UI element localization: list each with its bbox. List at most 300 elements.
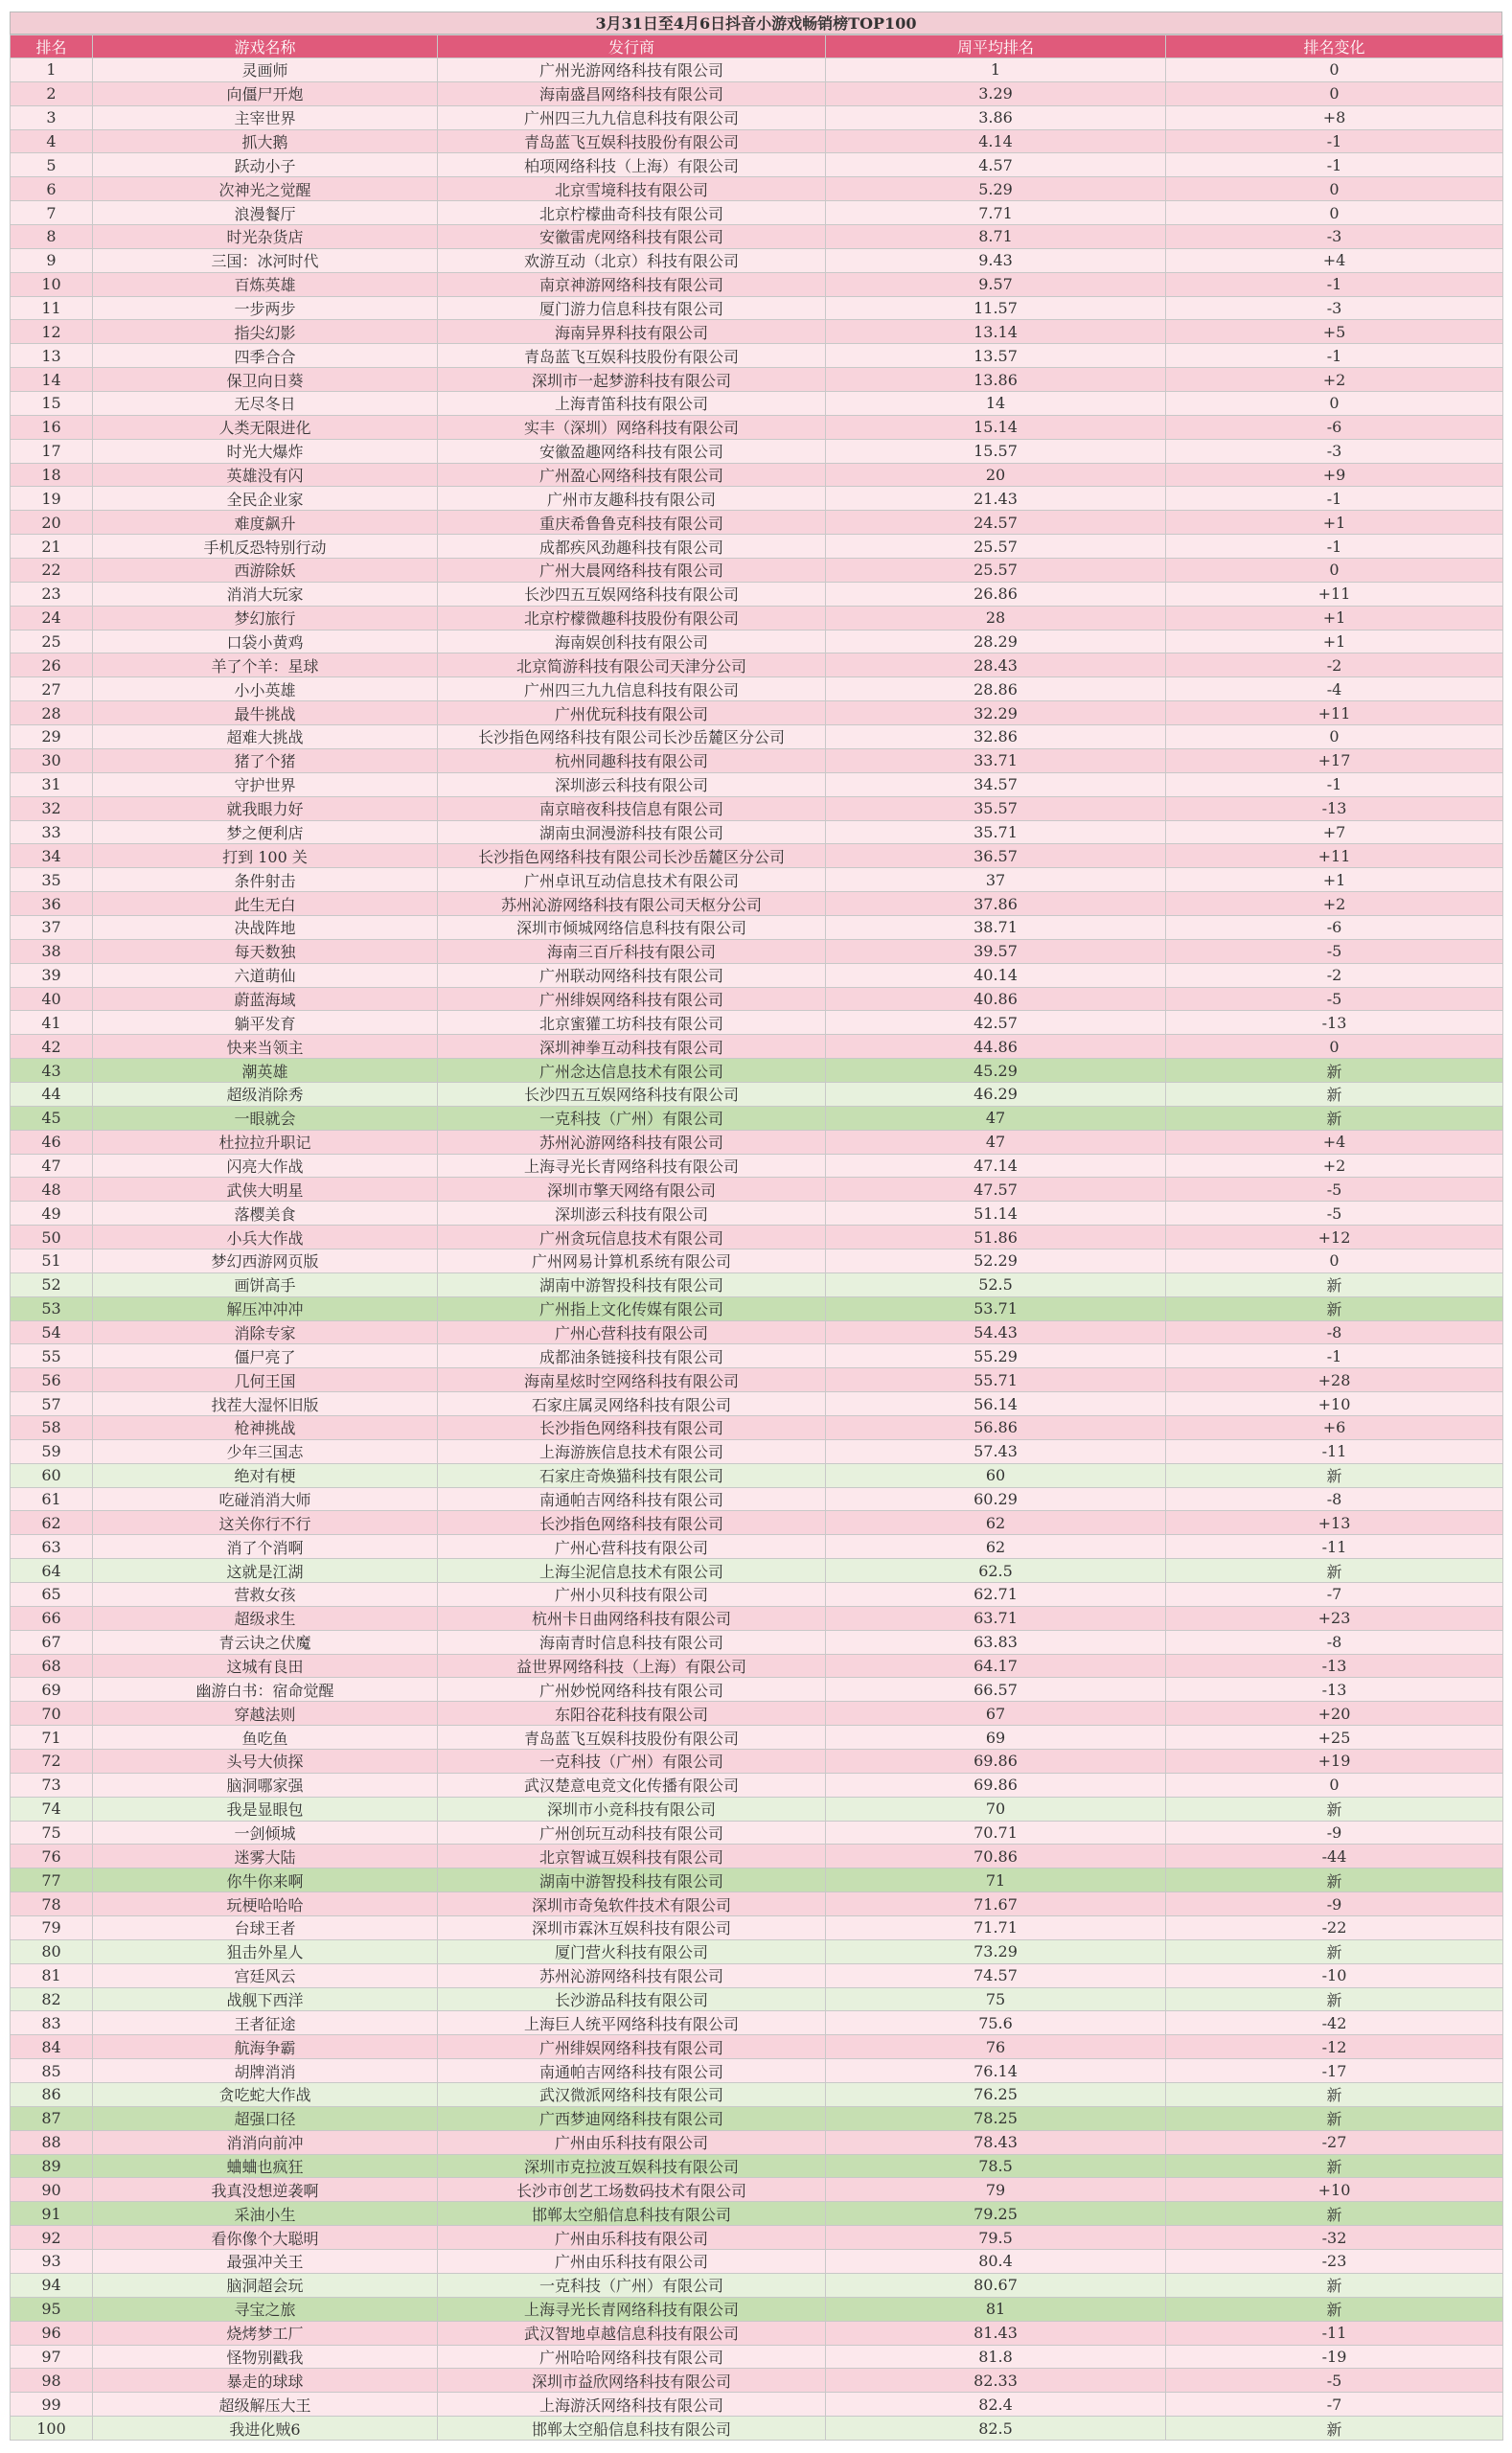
cell-avg-rank: 47 xyxy=(826,1130,1166,1154)
cell-rank-change: -3 xyxy=(1166,225,1503,249)
cell-game-name: 看你像个大聪明 xyxy=(93,2226,438,2250)
cell-avg-rank: 79.5 xyxy=(826,2226,1166,2250)
table-row xyxy=(11,2321,1503,2345)
cell-rank: 44 xyxy=(11,1082,93,1106)
cell-rank: 65 xyxy=(11,1583,93,1607)
cell-game-name: 次神光之觉醒 xyxy=(93,177,438,201)
cell-game-name: 快来当领主 xyxy=(93,1035,438,1059)
cell-avg-rank: 79 xyxy=(826,2178,1166,2202)
cell-rank-change: 新 xyxy=(1166,2083,1503,2107)
cell-rank-change: -7 xyxy=(1166,1583,1503,1607)
cell-avg-rank: 9.43 xyxy=(826,248,1166,272)
table-row xyxy=(11,725,1503,749)
cell-avg-rank: 80.4 xyxy=(826,2250,1166,2274)
cell-game-name: 蛐蛐也疯狂 xyxy=(93,2154,438,2178)
cell-game-name: 一眼就会 xyxy=(93,1106,438,1130)
cell-rank-change: -17 xyxy=(1166,2059,1503,2083)
table-row xyxy=(11,344,1503,368)
cell-publisher: 厦门游力信息科技有限公司 xyxy=(438,296,826,320)
cell-avg-rank: 81.43 xyxy=(826,2321,1166,2345)
cell-publisher: 海南娱创科技有限公司 xyxy=(438,630,826,653)
cell-avg-rank: 79.25 xyxy=(826,2202,1166,2226)
table-row xyxy=(11,439,1503,463)
cell-game-name: 画饼高手 xyxy=(93,1272,438,1296)
cell-game-name: 打到 100 关 xyxy=(93,844,438,868)
cell-rank-change: -1 xyxy=(1166,772,1503,796)
cell-game-name: 超级解压大王 xyxy=(93,2393,438,2417)
cell-rank: 48 xyxy=(11,1178,93,1202)
table-row xyxy=(11,2273,1503,2297)
cell-game-name: 指尖幻影 xyxy=(93,320,438,344)
cell-rank: 57 xyxy=(11,1392,93,1416)
cell-publisher: 广州盈心网络科技有限公司 xyxy=(438,463,826,487)
cell-game-name: 难度飙升 xyxy=(93,511,438,535)
cell-publisher: 广州卓讯互动信息技术有限公司 xyxy=(438,868,826,892)
table-row xyxy=(11,225,1503,249)
cell-avg-rank: 14 xyxy=(826,392,1166,416)
cell-game-name: 我真没想逆袭啊 xyxy=(93,2178,438,2202)
cell-avg-rank: 76.25 xyxy=(826,2083,1166,2107)
cell-game-name: 这关你行不行 xyxy=(93,1511,438,1535)
cell-game-name: 脑洞超会玩 xyxy=(93,2273,438,2297)
cell-publisher: 广州网易计算机系统有限公司 xyxy=(438,1249,826,1272)
cell-avg-rank: 47.57 xyxy=(826,1178,1166,1202)
cell-publisher: 广州贪玩信息技术有限公司 xyxy=(438,1226,826,1249)
cell-publisher: 广州由乐科技有限公司 xyxy=(438,2226,826,2250)
table-row xyxy=(11,1082,1503,1106)
cell-avg-rank: 20 xyxy=(826,463,1166,487)
cell-rank: 6 xyxy=(11,177,93,201)
table-row xyxy=(11,2130,1503,2154)
cell-rank: 34 xyxy=(11,844,93,868)
table-row xyxy=(11,1797,1503,1821)
cell-avg-rank: 75 xyxy=(826,1987,1166,2011)
table-row xyxy=(11,129,1503,153)
cell-rank: 52 xyxy=(11,1272,93,1296)
ranking-sheet xyxy=(10,11,1502,2441)
table-row xyxy=(11,153,1503,177)
cell-game-name: 王者征途 xyxy=(93,2011,438,2035)
cell-avg-rank: 74.57 xyxy=(826,1963,1166,1987)
table-row xyxy=(11,1939,1503,1963)
cell-publisher: 海南三百斤科技有限公司 xyxy=(438,939,826,963)
cell-rank: 46 xyxy=(11,1130,93,1154)
cell-avg-rank: 62.71 xyxy=(826,1583,1166,1607)
cell-publisher: 深圳市益欣网络科技有限公司 xyxy=(438,2369,826,2393)
cell-game-name: 人类无限进化 xyxy=(93,415,438,439)
cell-avg-rank: 4.57 xyxy=(826,153,1166,177)
cell-rank-change: +2 xyxy=(1166,892,1503,916)
cell-game-name: 梦之便利店 xyxy=(93,820,438,844)
cell-rank-change: 0 xyxy=(1166,1249,1503,1272)
cell-rank: 100 xyxy=(11,2417,93,2441)
table-row xyxy=(11,1559,1503,1583)
cell-avg-rank: 76.14 xyxy=(826,2059,1166,2083)
cell-rank-change: -11 xyxy=(1166,1439,1503,1463)
cell-publisher: 广州绯娱网络科技有限公司 xyxy=(438,987,826,1011)
cell-rank-change: -9 xyxy=(1166,1892,1503,1916)
cell-publisher: 广州绯娱网络科技有限公司 xyxy=(438,2035,826,2059)
cell-publisher: 广州小贝科技有限公司 xyxy=(438,1583,826,1607)
table-row xyxy=(11,1344,1503,1368)
cell-rank: 12 xyxy=(11,320,93,344)
cell-game-name: 消了个消啊 xyxy=(93,1535,438,1559)
cell-publisher: 苏州沁游网络科技有限公司 xyxy=(438,1963,826,1987)
cell-game-name: 绝对有梗 xyxy=(93,1463,438,1487)
cell-rank-change: +6 xyxy=(1166,1415,1503,1439)
table-row xyxy=(11,2369,1503,2393)
cell-game-name: 时光杂货店 xyxy=(93,225,438,249)
cell-rank-change: -1 xyxy=(1166,129,1503,153)
cell-game-name: 猪了个猪 xyxy=(93,748,438,772)
cell-avg-rank: 26.86 xyxy=(826,582,1166,606)
table-row xyxy=(11,201,1503,225)
table-row xyxy=(11,1511,1503,1535)
table-row xyxy=(11,1178,1503,1202)
cell-rank: 11 xyxy=(11,296,93,320)
cell-rank-change: -8 xyxy=(1166,1630,1503,1654)
cell-rank-change: 新 xyxy=(1166,1559,1503,1583)
cell-rank: 68 xyxy=(11,1654,93,1678)
cell-rank: 40 xyxy=(11,987,93,1011)
cell-publisher: 上海青笛科技有限公司 xyxy=(438,392,826,416)
cell-publisher: 青岛蓝飞互娱科技股份有限公司 xyxy=(438,1726,826,1750)
sheet-title: 3月31日至4月6日抖音小游戏畅销榜TOP100 xyxy=(10,11,1502,34)
cell-avg-rank: 40.86 xyxy=(826,987,1166,1011)
cell-game-name: 六道萌仙 xyxy=(93,963,438,987)
cell-publisher: 广州优玩科技有限公司 xyxy=(438,701,826,725)
table-row xyxy=(11,1535,1503,1559)
cell-publisher: 南通帕吉网络科技有限公司 xyxy=(438,1487,826,1511)
cell-avg-rank: 69.86 xyxy=(826,1750,1166,1774)
cell-game-name: 向僵尸开炮 xyxy=(93,81,438,105)
table-row xyxy=(11,1630,1503,1654)
table-row xyxy=(11,1035,1503,1059)
cell-game-name: 四季合合 xyxy=(93,344,438,368)
cell-rank-change: +1 xyxy=(1166,630,1503,653)
cell-avg-rank: 62.5 xyxy=(826,1559,1166,1583)
cell-rank-change: -1 xyxy=(1166,344,1503,368)
cell-rank-change: -2 xyxy=(1166,653,1503,677)
cell-rank: 17 xyxy=(11,439,93,463)
cell-publisher: 海南青时信息科技有限公司 xyxy=(438,1630,826,1654)
cell-publisher: 湖南中游智投科技有限公司 xyxy=(438,1868,826,1892)
cell-avg-rank: 54.43 xyxy=(826,1320,1166,1344)
cell-rank: 61 xyxy=(11,1487,93,1511)
cell-rank: 26 xyxy=(11,653,93,677)
cell-rank: 41 xyxy=(11,1011,93,1035)
cell-rank: 7 xyxy=(11,201,93,225)
table-row xyxy=(11,1368,1503,1392)
cell-game-name: 抓大鹅 xyxy=(93,129,438,153)
cell-publisher: 长沙指色网络科技有限公司 xyxy=(438,1511,826,1535)
cell-publisher: 广州指上文化传媒有限公司 xyxy=(438,1296,826,1320)
cell-rank-change: -5 xyxy=(1166,987,1503,1011)
cell-publisher: 长沙指色网络科技有限公司 xyxy=(438,1415,826,1439)
cell-rank-change: 新 xyxy=(1166,1059,1503,1083)
table-row xyxy=(11,272,1503,296)
cell-rank-change: +2 xyxy=(1166,368,1503,392)
table-row xyxy=(11,392,1503,416)
cell-rank: 63 xyxy=(11,1535,93,1559)
table-row xyxy=(11,2226,1503,2250)
header-game-name: 游戏名称 xyxy=(93,35,438,58)
cell-publisher: 深圳市奇兔软件技术有限公司 xyxy=(438,1892,826,1916)
cell-avg-rank: 51.14 xyxy=(826,1202,1166,1226)
cell-publisher: 一克科技（广州）有限公司 xyxy=(438,2273,826,2297)
table-row xyxy=(11,1226,1503,1249)
cell-avg-rank: 60 xyxy=(826,1463,1166,1487)
cell-rank-change: +11 xyxy=(1166,701,1503,725)
cell-rank: 78 xyxy=(11,1892,93,1916)
cell-publisher: 上海游族信息技术有限公司 xyxy=(438,1439,826,1463)
cell-rank: 42 xyxy=(11,1035,93,1059)
cell-publisher: 青岛蓝飞互娱科技股份有限公司 xyxy=(438,129,826,153)
cell-rank: 56 xyxy=(11,1368,93,1392)
cell-game-name: 条件射击 xyxy=(93,868,438,892)
cell-rank: 60 xyxy=(11,1463,93,1487)
cell-publisher: 广州四三九九信息科技有限公司 xyxy=(438,105,826,129)
cell-rank: 21 xyxy=(11,535,93,559)
cell-rank: 36 xyxy=(11,892,93,916)
cell-publisher: 武汉楚意电竞文化传播有限公司 xyxy=(438,1773,826,1797)
cell-rank-change: 新 xyxy=(1166,1272,1503,1296)
cell-rank: 16 xyxy=(11,415,93,439)
cell-rank-change: -7 xyxy=(1166,2393,1503,2417)
table-row xyxy=(11,2035,1503,2059)
cell-publisher: 深圳市克拉波互娱科技有限公司 xyxy=(438,2154,826,2178)
cell-avg-rank: 3.29 xyxy=(826,81,1166,105)
cell-game-name: 贪吃蛇大作战 xyxy=(93,2083,438,2107)
table-row xyxy=(11,535,1503,559)
cell-avg-rank: 15.14 xyxy=(826,415,1166,439)
cell-game-name: 胡牌消消 xyxy=(93,2059,438,2083)
cell-rank: 47 xyxy=(11,1154,93,1178)
cell-publisher: 上海游沃网络科技有限公司 xyxy=(438,2393,826,2417)
cell-game-name: 暴走的球球 xyxy=(93,2369,438,2393)
cell-rank: 43 xyxy=(11,1059,93,1083)
cell-rank: 66 xyxy=(11,1606,93,1630)
cell-publisher: 广州哈哈网络科技有限公司 xyxy=(438,2345,826,2369)
cell-publisher: 青岛蓝飞互娱科技股份有限公司 xyxy=(438,344,826,368)
cell-rank: 55 xyxy=(11,1344,93,1368)
ranking-table xyxy=(10,34,1503,2441)
cell-avg-rank: 32.86 xyxy=(826,725,1166,749)
cell-rank: 88 xyxy=(11,2130,93,2154)
table-row xyxy=(11,939,1503,963)
table-row xyxy=(11,1202,1503,1226)
cell-avg-rank: 13.14 xyxy=(826,320,1166,344)
cell-publisher: 北京柠檬曲奇科技有限公司 xyxy=(438,201,826,225)
table-row xyxy=(11,1487,1503,1511)
cell-avg-rank: 47.14 xyxy=(826,1154,1166,1178)
cell-rank: 27 xyxy=(11,677,93,701)
cell-rank: 10 xyxy=(11,272,93,296)
cell-avg-rank: 63.83 xyxy=(826,1630,1166,1654)
cell-avg-rank: 42.57 xyxy=(826,1011,1166,1035)
cell-rank-change: 新 xyxy=(1166,2417,1503,2441)
table-row xyxy=(11,1392,1503,1416)
cell-publisher: 海南异界科技有限公司 xyxy=(438,320,826,344)
cell-rank: 28 xyxy=(11,701,93,725)
cell-rank: 20 xyxy=(11,511,93,535)
table-row xyxy=(11,1845,1503,1868)
cell-avg-rank: 37.86 xyxy=(826,892,1166,916)
cell-publisher: 杭州同趣科技有限公司 xyxy=(438,748,826,772)
cell-game-name: 就我眼力好 xyxy=(93,796,438,820)
cell-rank-change: +1 xyxy=(1166,511,1503,535)
table-row xyxy=(11,1583,1503,1607)
cell-rank: 14 xyxy=(11,368,93,392)
table-row xyxy=(11,1678,1503,1702)
cell-game-name: 几何王国 xyxy=(93,1368,438,1392)
header-publisher: 发行商 xyxy=(438,35,826,58)
table-row xyxy=(11,772,1503,796)
cell-rank-change: -1 xyxy=(1166,1344,1503,1368)
cell-game-name: 烧烤梦工厂 xyxy=(93,2321,438,2345)
cell-publisher: 海南星炫时空网络科技有限公司 xyxy=(438,1368,826,1392)
cell-rank-change: -5 xyxy=(1166,1178,1503,1202)
cell-game-name: 营救女孩 xyxy=(93,1583,438,1607)
table-row xyxy=(11,1296,1503,1320)
cell-rank: 93 xyxy=(11,2250,93,2274)
cell-rank-change: -9 xyxy=(1166,1821,1503,1845)
table-row xyxy=(11,1987,1503,2011)
cell-publisher: 海南盛昌网络科技有限公司 xyxy=(438,81,826,105)
cell-rank: 54 xyxy=(11,1320,93,1344)
cell-publisher: 上海寻光长青网络科技有限公司 xyxy=(438,1154,826,1178)
cell-publisher: 苏州沁游网络科技有限公司 xyxy=(438,1130,826,1154)
cell-game-name: 一剑倾城 xyxy=(93,1821,438,1845)
cell-rank: 24 xyxy=(11,606,93,630)
cell-game-name: 脑洞哪家强 xyxy=(93,1773,438,1797)
cell-rank-change: -1 xyxy=(1166,272,1503,296)
cell-avg-rank: 32.29 xyxy=(826,701,1166,725)
table-row xyxy=(11,2297,1503,2321)
cell-avg-rank: 82.5 xyxy=(826,2417,1166,2441)
cell-rank: 75 xyxy=(11,1821,93,1845)
cell-rank-change: +17 xyxy=(1166,748,1503,772)
cell-game-name: 杜拉拉升职记 xyxy=(93,1130,438,1154)
cell-avg-rank: 62 xyxy=(826,1535,1166,1559)
cell-game-name: 守护世界 xyxy=(93,772,438,796)
cell-rank: 83 xyxy=(11,2011,93,2035)
cell-game-name: 消消向前冲 xyxy=(93,2130,438,2154)
table-row xyxy=(11,1439,1503,1463)
cell-rank-change: -4 xyxy=(1166,677,1503,701)
cell-avg-rank: 5.29 xyxy=(826,177,1166,201)
cell-rank: 35 xyxy=(11,868,93,892)
cell-avg-rank: 1 xyxy=(826,58,1166,82)
table-row xyxy=(11,1654,1503,1678)
table-row xyxy=(11,1821,1503,1845)
cell-publisher: 一克科技（广州）有限公司 xyxy=(438,1750,826,1774)
table-row xyxy=(11,1059,1503,1083)
cell-publisher: 武汉智地卓越信息科技有限公司 xyxy=(438,2321,826,2345)
cell-game-name: 无尽冬日 xyxy=(93,392,438,416)
cell-rank: 90 xyxy=(11,2178,93,2202)
cell-rank-change: 新 xyxy=(1166,2297,1503,2321)
cell-avg-rank: 13.86 xyxy=(826,368,1166,392)
table-row xyxy=(11,1130,1503,1154)
cell-rank: 81 xyxy=(11,1963,93,1987)
cell-rank: 92 xyxy=(11,2226,93,2250)
cell-rank-change: +2 xyxy=(1166,1154,1503,1178)
cell-avg-rank: 11.57 xyxy=(826,296,1166,320)
cell-game-name: 浪漫餐厅 xyxy=(93,201,438,225)
cell-rank: 64 xyxy=(11,1559,93,1583)
cell-rank-change: -13 xyxy=(1166,1678,1503,1702)
table-row xyxy=(11,653,1503,677)
cell-publisher: 益世界网络科技（上海）有限公司 xyxy=(438,1654,826,1678)
cell-publisher: 南京暗夜科技信息有限公司 xyxy=(438,796,826,820)
cell-avg-rank: 75.6 xyxy=(826,2011,1166,2035)
cell-game-name: 潮英雄 xyxy=(93,1059,438,1083)
cell-avg-rank: 56.86 xyxy=(826,1415,1166,1439)
cell-rank: 74 xyxy=(11,1797,93,1821)
cell-rank: 82 xyxy=(11,1987,93,2011)
cell-game-name: 找茬大湿怀旧版 xyxy=(93,1392,438,1416)
table-row xyxy=(11,463,1503,487)
cell-rank: 5 xyxy=(11,153,93,177)
table-row xyxy=(11,963,1503,987)
cell-avg-rank: 71.67 xyxy=(826,1892,1166,1916)
cell-game-name: 寻宝之旅 xyxy=(93,2297,438,2321)
cell-avg-rank: 53.71 xyxy=(826,1296,1166,1320)
cell-game-name: 玩梗哈哈哈 xyxy=(93,1892,438,1916)
cell-game-name: 超级消除秀 xyxy=(93,1082,438,1106)
cell-avg-rank: 62 xyxy=(826,1511,1166,1535)
cell-rank-change: +20 xyxy=(1166,1702,1503,1726)
cell-rank-change: +5 xyxy=(1166,320,1503,344)
cell-rank-change: +4 xyxy=(1166,248,1503,272)
cell-rank-change: -13 xyxy=(1166,796,1503,820)
table-row xyxy=(11,1702,1503,1726)
cell-game-name: 吃碰消消大师 xyxy=(93,1487,438,1511)
cell-rank: 15 xyxy=(11,392,93,416)
table-row xyxy=(11,1963,1503,1987)
cell-rank-change: -13 xyxy=(1166,1654,1503,1678)
cell-rank-change: -11 xyxy=(1166,1535,1503,1559)
cell-rank: 70 xyxy=(11,1702,93,1726)
cell-game-name: 口袋小黄鸡 xyxy=(93,630,438,653)
cell-rank: 13 xyxy=(11,344,93,368)
cell-rank: 1 xyxy=(11,58,93,82)
table-row xyxy=(11,1750,1503,1774)
cell-game-name: 穿越法则 xyxy=(93,1702,438,1726)
cell-avg-rank: 71.71 xyxy=(826,1916,1166,1940)
cell-game-name: 蔚蓝海域 xyxy=(93,987,438,1011)
cell-publisher: 深圳市擎天网络有限公司 xyxy=(438,1178,826,1202)
table-row xyxy=(11,2011,1503,2035)
cell-avg-rank: 63.71 xyxy=(826,1606,1166,1630)
cell-game-name: 消消大玩家 xyxy=(93,582,438,606)
cell-rank-change: -10 xyxy=(1166,1963,1503,1987)
table-row xyxy=(11,2106,1503,2130)
cell-game-name: 英雄没有闪 xyxy=(93,463,438,487)
table-row xyxy=(11,915,1503,939)
cell-publisher: 一克科技（广州）有限公司 xyxy=(438,1106,826,1130)
cell-rank: 95 xyxy=(11,2297,93,2321)
cell-avg-rank: 35.57 xyxy=(826,796,1166,820)
cell-publisher: 广州四三九九信息科技有限公司 xyxy=(438,677,826,701)
cell-rank: 85 xyxy=(11,2059,93,2083)
cell-rank: 89 xyxy=(11,2154,93,2178)
cell-publisher: 长沙四五互娱网络科技有限公司 xyxy=(438,1082,826,1106)
cell-rank-change: -12 xyxy=(1166,2035,1503,2059)
cell-rank: 91 xyxy=(11,2202,93,2226)
cell-rank: 22 xyxy=(11,559,93,583)
